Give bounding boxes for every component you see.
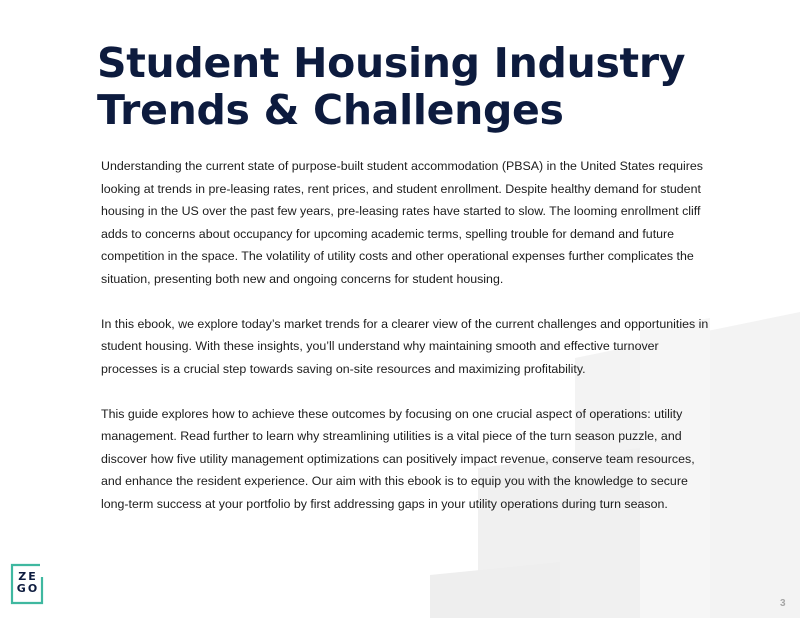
logo-text-line-2: GO <box>16 582 40 595</box>
building-shape-front <box>430 562 560 618</box>
logo-text-line-1: ZE <box>18 570 38 583</box>
page-title-line-1: Student Housing Industry <box>97 39 686 87</box>
paragraph-1: Understanding the current state of purpose-built student accommodation (PBSA) in the United States requires looking at trends in pre-leasing rates, rent prices, and student enrollment. Despite healthy demand for student housing in the US over the past few years, pre-leasing rates have started to slow. The looming enrollment cliff adds to concerns about occupancy for upcoming academic terms, spelling trouble for demand and future competition in the space. The volatility of utility costs and other operational expenses further complicates the situation, presenting both new and ongoing concerns for student housing. <box>101 159 703 286</box>
page-number: 3 <box>780 598 786 609</box>
zego-logo <box>10 563 44 605</box>
paragraph-2: In this ebook, we explore today’s market trends for a clearer view of the current challenges and opportunities in student housing. With these insights, you’ll understand why maintaining smooth and effective turnover processes is a crucial step towards saving on-site resources and maximizing profitability. <box>101 316 709 376</box>
page-title <box>97 40 737 134</box>
paragraph-3: This guide explores how to achieve these outcomes by focusing on one crucial aspect of operations: utility management. Read further to learn why streamlining utilities is a vital piece of the turn season puzzle, and discover how five utility management optimizations can positively impact revenue, conserve team resources, and enhance the resident experience. Our aim with this ebook is to equip you with the knowledge to secure long-term success at your portfolio by first addressing gaps in your utility operations during turn season. <box>101 406 695 511</box>
page-title-line-2: Trends & Challenges <box>97 86 564 134</box>
logo-text <box>10 571 44 595</box>
body-text <box>101 155 711 538</box>
